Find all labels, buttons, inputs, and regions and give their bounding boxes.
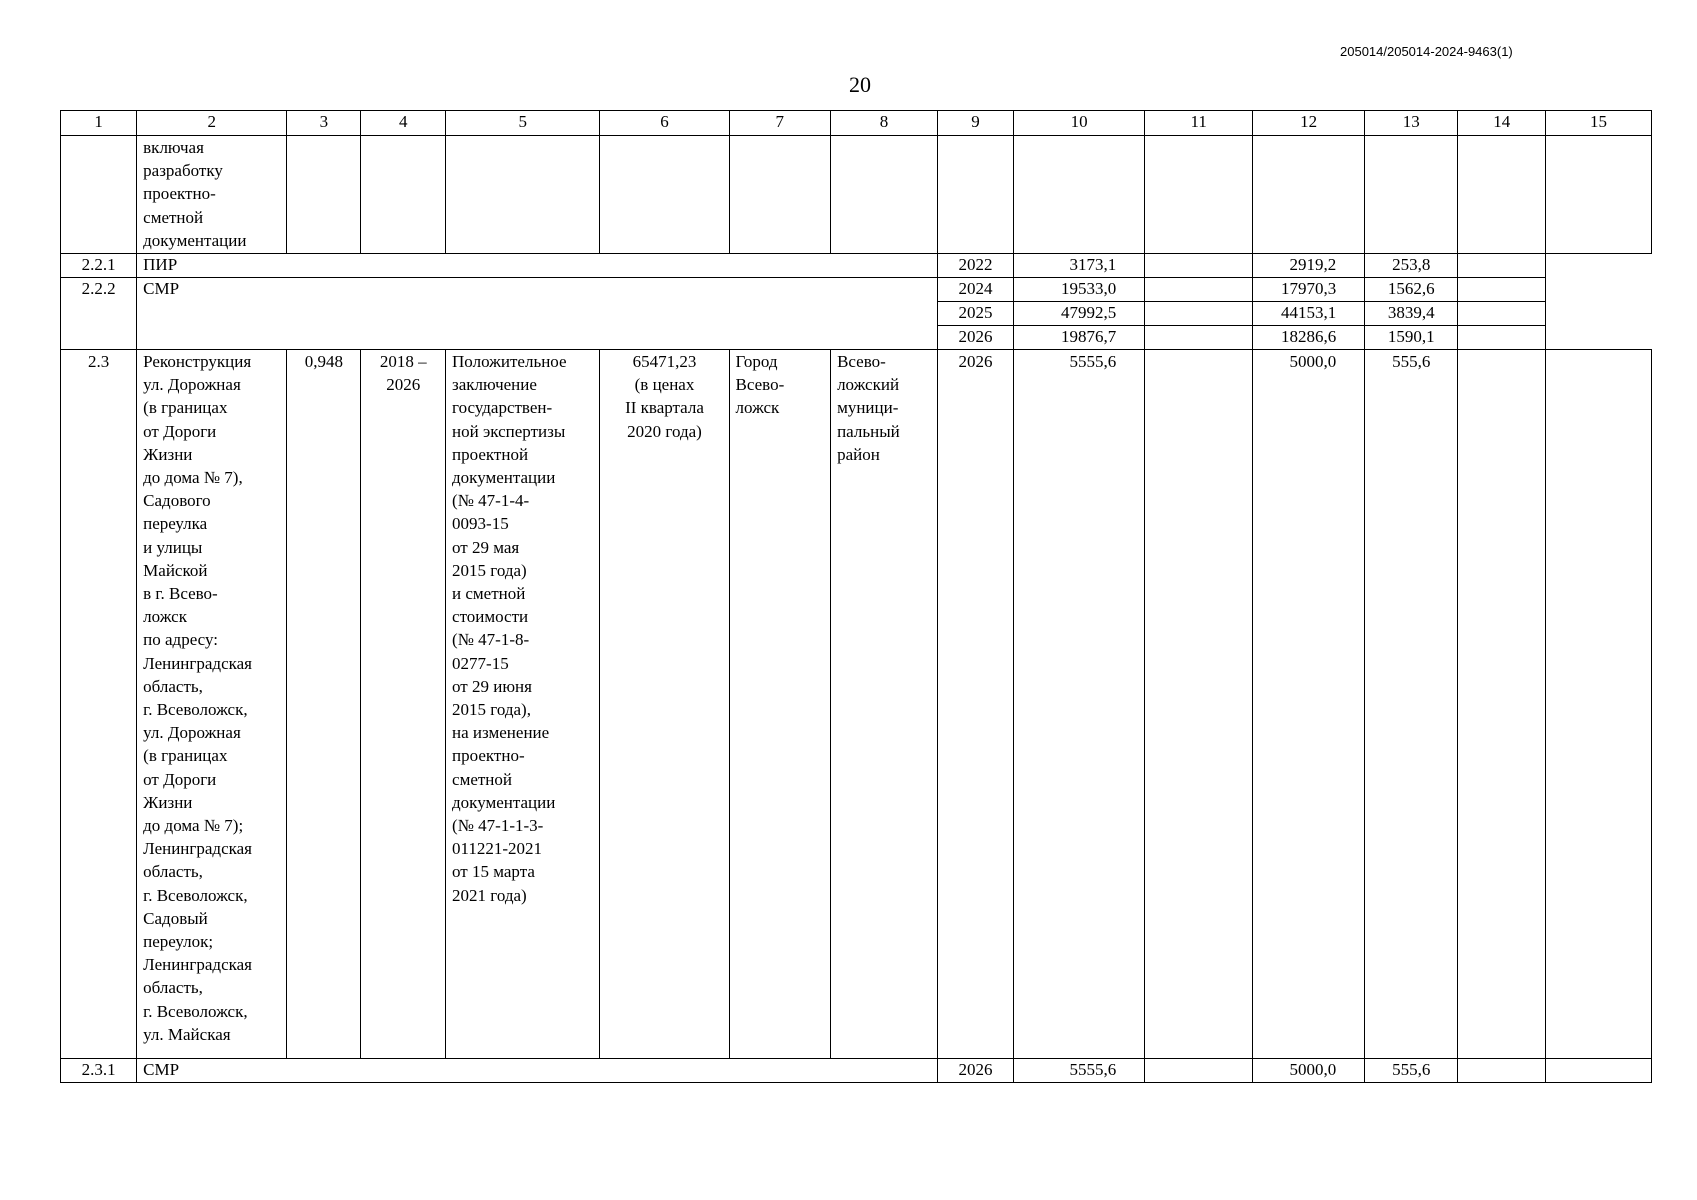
table-row <box>61 278 1652 302</box>
col-number: 14 <box>1458 111 1546 136</box>
continuation-row <box>61 136 1652 254</box>
settlement-cell: Город Всево- ложск <box>729 350 831 1059</box>
period-cell: 2018 – 2026 <box>361 350 446 1059</box>
table-row <box>61 350 1652 1059</box>
program-table <box>60 110 1652 1083</box>
year-cell: 2026 <box>937 1059 1013 1083</box>
col-number: 12 <box>1253 111 1365 136</box>
col-number: 11 <box>1145 111 1253 136</box>
local-cell: 1562,6 <box>1365 278 1458 302</box>
col-number: 13 <box>1365 111 1458 136</box>
total-cell: 47992,5 <box>1014 302 1145 326</box>
total-cell: 19876,7 <box>1014 326 1145 350</box>
year-cell: 2026 <box>937 326 1013 350</box>
col-number: 7 <box>729 111 831 136</box>
regional-cell: 18286,6 <box>1253 326 1365 350</box>
object-name: Реконструкция ул. Дорожная (в границах от Дороги Жизни до дома № 7), Садового переулка и улицы Майской в г. Всево- ложск по адресу: Ленинградская область, г. Всеволожск, ул. Дорожная (в границах от Дороги Жизни до дома № 7); Ленинградская область, г. Всеволожск, Садовый переулок; Ленинградская область, г. Всеволожск, ул. Майская <box>137 350 287 1059</box>
regional-cell: 2919,2 <box>1253 254 1365 278</box>
year-cell: 2024 <box>937 278 1013 302</box>
col-number: 15 <box>1546 111 1652 136</box>
regional-cell: 17970,3 <box>1253 278 1365 302</box>
local-cell: 1590,1 <box>1365 326 1458 350</box>
col-number: 1 <box>61 111 137 136</box>
local-cell: 3839,4 <box>1365 302 1458 326</box>
district-cell: Всево- ложский муници- пальный район <box>831 350 938 1059</box>
row-number: 2.2.2 <box>61 278 137 350</box>
row-label: СМР <box>137 1059 938 1083</box>
total-cell: 5555,6 <box>1014 1059 1145 1083</box>
total-cell: 5555,6 <box>1014 350 1145 1059</box>
year-cell: 2025 <box>937 302 1013 326</box>
col-number: 9 <box>937 111 1013 136</box>
table-row <box>61 254 1652 278</box>
row-label: СМР <box>137 278 938 350</box>
cost-cell: 65471,23 (в ценах II квартала 2020 года) <box>600 350 729 1059</box>
row-number: 2.3 <box>61 350 137 1059</box>
column-number-row <box>61 111 1652 136</box>
continuation-text: включая разработку проектно- сметной документации <box>137 136 287 254</box>
row-number: 2.2.1 <box>61 254 137 278</box>
row-label: ПИР <box>137 254 938 278</box>
row-number: 2.3.1 <box>61 1059 137 1083</box>
local-cell: 555,6 <box>1365 350 1458 1059</box>
capacity-cell: 0,948 <box>287 350 361 1059</box>
expertise-cell: Положительное заключение государствен- ной экспертизы проектной документации (№ 47-1-4- 0093-15 от 29 мая 2015 года) и сметной стоимости (№ 47-1-8- 0277-15 от 29 июня 2015 года), на изменение проектно- сметной документации (№ 47-1-1-3- 011221-2021 от 15 марта 2021 года) <box>446 350 600 1059</box>
document-id: 205014/205014-2024-9463(1) <box>1340 44 1513 59</box>
regional-cell: 5000,0 <box>1253 350 1365 1059</box>
col-number: 5 <box>446 111 600 136</box>
table-row <box>61 1059 1652 1083</box>
page-number: 20 <box>849 72 871 97</box>
total-cell: 19533,0 <box>1014 278 1145 302</box>
col-number: 10 <box>1014 111 1145 136</box>
local-cell: 253,8 <box>1365 254 1458 278</box>
col-number: 4 <box>361 111 446 136</box>
col-number: 6 <box>600 111 729 136</box>
local-cell: 555,6 <box>1365 1059 1458 1083</box>
year-cell: 2026 <box>937 350 1013 1059</box>
col-number: 2 <box>137 111 287 136</box>
regional-cell: 44153,1 <box>1253 302 1365 326</box>
col-number: 8 <box>831 111 938 136</box>
col-number: 3 <box>287 111 361 136</box>
total-cell: 3173,1 <box>1014 254 1145 278</box>
regional-cell: 5000,0 <box>1253 1059 1365 1083</box>
year-cell: 2022 <box>937 254 1013 278</box>
